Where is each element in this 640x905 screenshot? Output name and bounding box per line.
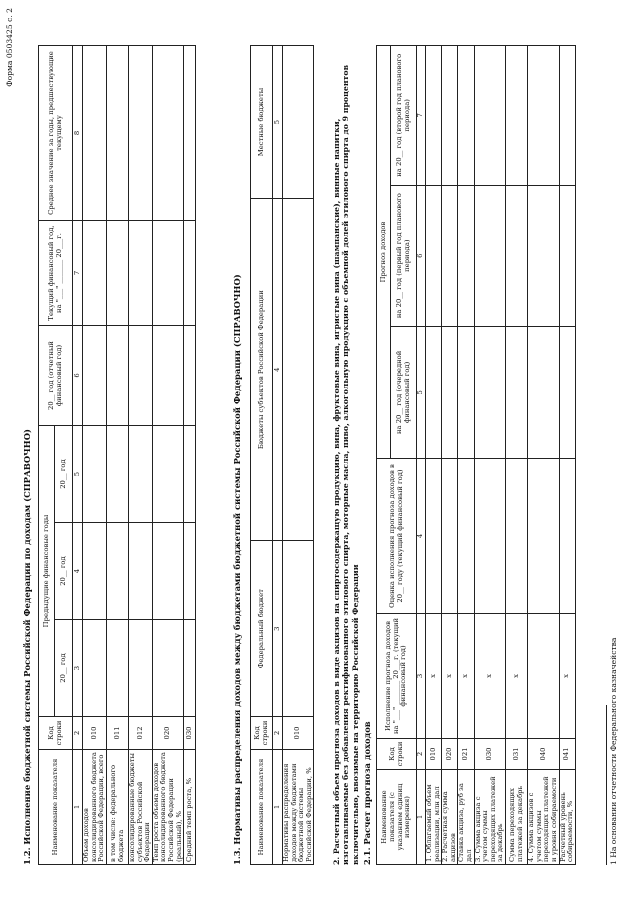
col-num: 7	[73, 221, 83, 326]
value-cell[interactable]	[184, 46, 196, 221]
row-code: 020	[152, 717, 183, 750]
section-2-title: 2. Расчетный объем прогноза доходов в виде акцизов на спиртосодержащую продукцию, вина, фруктовые вина, игристые вина (шампанские), винные напитки, изготавливаемые без добавления ректификованного этилового спирта, моторные масла, пиво, алкогольную продукцию с объемной долей этилового спирта до 9 процентов включительно, ввозимые на территорию Российской Федерации	[332, 64, 360, 865]
hdr-f2: на 20__ год (первый год планового периода)	[391, 185, 417, 326]
value-cell[interactable]	[184, 620, 196, 717]
value-cell[interactable]	[184, 326, 196, 426]
col-num: 1	[73, 750, 83, 865]
value-cell[interactable]	[528, 185, 559, 326]
value-cell[interactable]	[152, 46, 183, 221]
value-cell[interactable]	[474, 185, 505, 326]
value-cell[interactable]	[107, 46, 129, 221]
col-num: 4	[273, 199, 283, 541]
value-cell[interactable]	[152, 426, 183, 523]
value-cell[interactable]	[184, 221, 196, 326]
hdr-current: Текущий финансовый год, на "___" _______ 20___г.	[39, 221, 73, 326]
value-cell[interactable]	[426, 459, 442, 614]
value-cell[interactable]	[442, 459, 458, 614]
value-cell[interactable]	[184, 523, 196, 620]
hdr-prev-y3: 20__ год	[55, 426, 73, 523]
row-code: 010	[83, 717, 107, 750]
value-cell[interactable]	[129, 620, 153, 717]
exec-cell	[528, 614, 559, 739]
section-1-2-table	[38, 45, 196, 865]
col-num: 4	[73, 523, 83, 620]
col-num: 7	[417, 46, 426, 186]
hdr-name: Наименование показателя	[39, 750, 73, 865]
row-code: 041	[559, 739, 575, 770]
value-cell[interactable]	[474, 326, 505, 458]
value-cell[interactable]	[129, 221, 153, 326]
value-cell[interactable]	[283, 199, 314, 541]
hdr-exec: Исполнение прогноза доходов на "___" _______ 20___г. (текущий финансовый год)	[377, 614, 417, 739]
row-code: 021	[458, 739, 474, 770]
row-name: Сумма переходящих платежей за декабрь	[506, 770, 528, 865]
footnote-divider	[606, 705, 607, 865]
hdr-name: Наименование показателя	[251, 750, 273, 865]
value-cell[interactable]	[458, 185, 474, 326]
value-cell[interactable]	[107, 326, 129, 426]
hdr-report: 20__ год (отчетный финансовый год)	[39, 326, 73, 426]
value-cell[interactable]	[152, 523, 183, 620]
value-cell[interactable]	[83, 326, 107, 426]
value-cell[interactable]	[528, 326, 559, 458]
row-name: Темп роста объема доходов консолидированного бюджета Российской Федерации (реальный), %	[152, 750, 183, 865]
row-name: 1. Облагаемый объем реализации, млн дал	[426, 770, 442, 865]
value-cell[interactable]	[107, 523, 129, 620]
value-cell[interactable]	[506, 185, 528, 326]
form-mark: Форма 0503425 с. 2	[5, 8, 14, 87]
col-num: 5	[73, 426, 83, 523]
col-num: 1	[417, 770, 426, 865]
hdr-prev-y1: 20__ год	[55, 620, 73, 717]
row-code: 020	[442, 739, 458, 770]
hdr-fed: Федеральный бюджет	[251, 541, 273, 717]
value-cell[interactable]	[528, 46, 559, 186]
hdr-f3: на 20__ год (второй год планового периода)	[391, 46, 417, 186]
row-code: 011	[107, 717, 129, 750]
hdr-subj: Бюджеты субъектов Российской Федерации	[251, 199, 273, 541]
row-code: 030	[474, 739, 505, 770]
row-name: Расчетный уровень собираемости, %	[559, 770, 575, 865]
value-cell[interactable]	[528, 459, 559, 614]
row-code: 031	[506, 739, 528, 770]
value-cell[interactable]	[559, 185, 575, 326]
value-cell[interactable]	[426, 46, 442, 186]
value-cell[interactable]	[426, 326, 442, 458]
value-cell[interactable]	[442, 326, 458, 458]
value-cell[interactable]	[474, 46, 505, 186]
col-num: 6	[73, 326, 83, 426]
value-cell[interactable]	[83, 426, 107, 523]
value-cell[interactable]	[83, 620, 107, 717]
section-1-3-title: 1.3. Нормативы распределения доходов между бюджетами бюджетной системы Российской Федерации (СПРАВОЧНО)	[232, 274, 242, 865]
row-code: 040	[528, 739, 559, 770]
section-1-2-title: 1.2. Исполнение бюджетной системы Российской Федерации по доходам (СПРАВОЧНО)	[22, 429, 32, 865]
col-num: 3	[417, 614, 426, 739]
row-name: Средний темп роста, %	[184, 750, 196, 865]
exec-cell: x	[559, 614, 575, 739]
row-name: Ставка акциза, руб за дал	[458, 770, 474, 865]
hdr-prev-y2: 20__ год	[55, 523, 73, 620]
value-cell[interactable]	[474, 459, 505, 614]
section-2-1-table	[376, 45, 576, 865]
row-name: консолидированные бюджеты субъектов Российской Федерации	[129, 750, 153, 865]
col-num: 8	[73, 46, 83, 221]
value-cell[interactable]	[442, 185, 458, 326]
hdr-code: Код строки	[377, 739, 417, 770]
value-cell[interactable]	[152, 326, 183, 426]
row-name: 2. Расчетная сумма акцизов	[442, 770, 458, 865]
hdr-eval: Оценка исполнения прогноза доходов в 20__ году (текущий финансовый год)	[377, 459, 417, 614]
value-cell[interactable]	[129, 326, 153, 426]
value-cell[interactable]	[426, 185, 442, 326]
col-num: 6	[417, 185, 426, 326]
exec-cell: x	[426, 614, 442, 739]
value-cell[interactable]	[129, 523, 153, 620]
row-code: 012	[129, 717, 153, 750]
exec-cell: x	[442, 614, 458, 739]
value-cell[interactable]	[184, 426, 196, 523]
value-cell[interactable]	[458, 326, 474, 458]
col-num: 2	[73, 717, 83, 750]
col-num: 2	[273, 717, 283, 750]
hdr-local: Местные бюджеты	[251, 46, 273, 199]
row-code: 010	[283, 717, 314, 750]
value-cell[interactable]	[506, 326, 528, 458]
section-2-1-title: 2.1. Расчет прогноза доходов	[362, 721, 372, 865]
hdr-code: Код строки	[251, 717, 273, 750]
col-num: 4	[417, 459, 426, 614]
hdr-f1: на 20__ год (очередной финансовый год)	[391, 326, 417, 458]
value-cell[interactable]	[458, 46, 474, 186]
col-num: 1	[273, 750, 283, 865]
value-cell[interactable]	[458, 459, 474, 614]
value-cell[interactable]	[107, 426, 129, 523]
col-num: 5	[273, 46, 283, 199]
value-cell[interactable]	[129, 426, 153, 523]
row-name: в том числе: федерального бюджета	[107, 750, 129, 865]
section-1-3-table	[250, 45, 314, 865]
hdr-forecast: Прогноз доходов	[377, 46, 391, 459]
col-num: 3	[73, 620, 83, 717]
value-cell[interactable]	[152, 620, 183, 717]
exec-cell: x	[458, 614, 474, 739]
value-cell[interactable]	[559, 46, 575, 186]
value-cell[interactable]	[442, 46, 458, 186]
value-cell[interactable]	[283, 541, 314, 717]
hdr-code: Код строки	[39, 717, 73, 750]
value-cell[interactable]	[559, 459, 575, 614]
hdr-avg: Среднее значение за годы, предшествующие текущему	[39, 46, 73, 221]
footnote: 1 На основании отчетности Федерального казначейства	[609, 637, 618, 865]
row-name: 4. Сумма акцизов с учетом суммы переходящих платежей и уровня собираемости	[528, 770, 559, 865]
value-cell[interactable]	[152, 221, 183, 326]
row-name: Нормативы распределения доходов между бюджетами бюджетной системы Российской Федерации, %	[283, 750, 314, 865]
value-cell[interactable]	[129, 46, 153, 221]
row-code: 010	[426, 739, 442, 770]
col-num: 5	[417, 326, 426, 458]
row-code: 030	[184, 717, 196, 750]
value-cell[interactable]	[283, 46, 314, 199]
col-num: 2	[417, 739, 426, 770]
exec-cell: x	[474, 614, 505, 739]
value-cell[interactable]	[506, 46, 528, 186]
col-num: 3	[273, 541, 283, 717]
value-cell[interactable]	[83, 46, 107, 221]
row-name: 3. Сумма акциза с учетом суммы переходящих платежей за декабрь	[474, 770, 505, 865]
exec-cell: x	[506, 614, 528, 739]
value-cell[interactable]	[559, 326, 575, 458]
hdr-prev: Предыдущие финансовые годы	[39, 426, 55, 717]
row-name: Объем доходов консолидированного бюджета Российской Федерации, всего	[83, 750, 107, 865]
value-cell[interactable]	[83, 221, 107, 326]
value-cell[interactable]	[83, 523, 107, 620]
value-cell[interactable]	[107, 221, 129, 326]
value-cell[interactable]	[506, 459, 528, 614]
value-cell[interactable]	[107, 620, 129, 717]
hdr-name: Наименование показателя (с указанием единиц измерения)	[377, 770, 417, 865]
